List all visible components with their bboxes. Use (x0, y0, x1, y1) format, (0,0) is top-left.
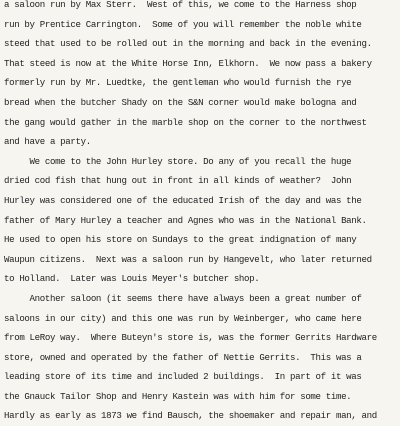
text-line-21: the Gnauck Tailor Shop and Henry Kastein was with him for some time. (4, 390, 352, 402)
text-line-4: That steed is now at the White Horse Inn, Elkhorn. We now pass a bakery (4, 57, 372, 69)
text-line-5: formerly run by Mr. Luedtke, the gentleman who would furnish the rye (4, 77, 352, 89)
text-line-1: a saloon run by Max Sterr. West of this, we come to the Harness shop (4, 0, 357, 10)
text-line-22: Hardly as early as 1873 we find Bausch, the shoemaker and repair man, and (4, 410, 377, 422)
text-line-9: We come to the John Hurley store. Do any of you recall the huge (4, 155, 352, 167)
text-line-19: store, owned and operated by the father of Nettie Gerrits. This was a (4, 351, 362, 363)
text-line-8: and have a party. (4, 136, 91, 148)
text-line-6: bread when the butcher Shady on the S&N corner would make bologna and (4, 96, 357, 108)
text-line-14: Waupun citizens. Next was a saloon run by Hangevelt, who later returned (4, 253, 372, 265)
text-line-3: steed that used to be rolled out in the morning and back in the evening. (4, 38, 372, 50)
text-line-13: He used to open his store on Sundays to the great indignation of many (4, 234, 357, 246)
text-line-7: the gang would gather in the marble shop on the corner to the northwest (4, 116, 367, 128)
page-text (4, 0, 396, 426)
text-line-2: run by Prentice Carrington. Some of you will remember the noble white (4, 18, 362, 30)
text-line-18: from LeRoy way. Where Buteyn's store is, was the former Gerrits Hardware (4, 332, 377, 344)
text-line-10: dried cod fish that hung out in front in all kinds of weather? John (4, 175, 352, 187)
text-line-11: Hurley was considered one of the educated Irish of the day and was the (4, 194, 362, 206)
text-line-15: to Holland. Later was Louis Meyer's butcher shop. (4, 273, 260, 285)
text-line-12: father of Mary Hurley a teacher and Agnes who was in the National Bank. (4, 214, 367, 226)
text-line-17: saloons in our city) and this one was run by Weinberger, who came here (4, 312, 362, 324)
text-line-20: leading store of its time and included 2 buildings. In part of it was (4, 371, 362, 383)
text-line-16: Another saloon (it seems there have always been a great number of (4, 292, 362, 304)
